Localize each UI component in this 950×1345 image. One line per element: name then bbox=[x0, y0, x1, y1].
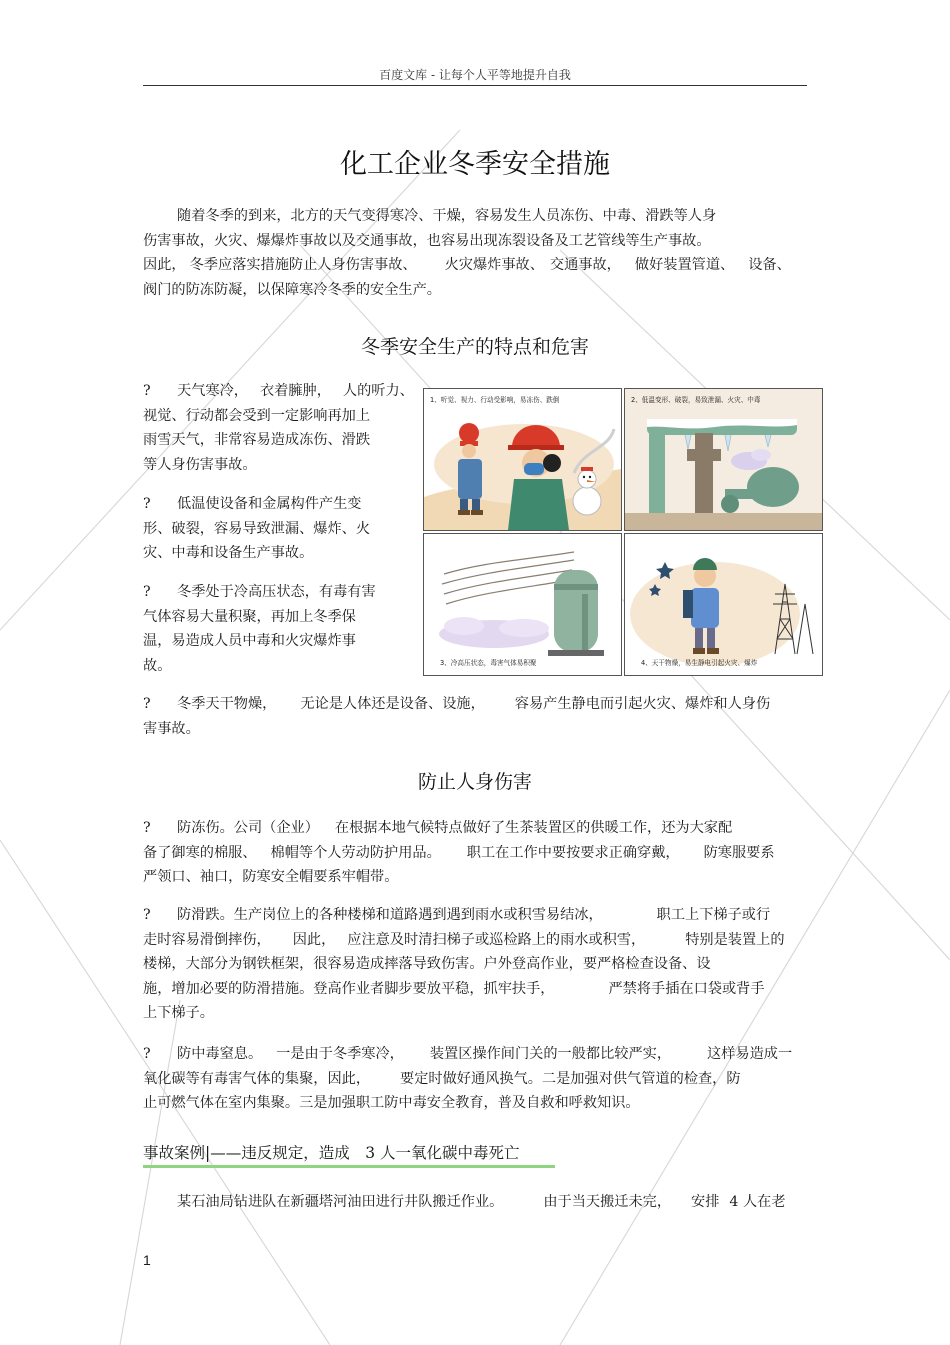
bullet-glyph: ? bbox=[143, 1046, 151, 1062]
bullet-glyph: ? bbox=[143, 820, 151, 836]
intro-line: 随着冬季的到来，北方的天气变得寒冷、干燥，容易发生人员冻伤、中毒、滑跌等人身 bbox=[177, 208, 717, 224]
section-heading-injury-prevention: 防止人身伤害 bbox=[417, 771, 532, 793]
intro-line: 因此， 冬季应落实措施防止人身伤害事故、 火灾爆炸事故、 交通事故， 做好装置管道、 设备、 bbox=[143, 257, 791, 273]
panel-caption: 2、低温变形、破裂，易致泄漏、火灾、中毒 bbox=[631, 396, 761, 404]
illustration-panel bbox=[624, 533, 823, 676]
bullet-item: ? 防中毒窒息。 一是由于冬季寒冷， 装置区操作间门关的一般都比较严实， 这样易造成一 氧化碳等有毒害气体的集聚，因此， 要定时做好通风换气。二是加强对供气管道的检查，防 止可燃气体在室内集聚。三是加强职工防中毒安全教育，普及自救和呼救知识。 bbox=[143, 1042, 813, 1116]
illustration-panel bbox=[423, 533, 622, 676]
header-rule bbox=[143, 85, 807, 86]
panel-caption: 4、天干物燥，易生静电引起火灾、爆炸 bbox=[641, 659, 758, 667]
bullet-glyph: ? bbox=[143, 383, 151, 399]
intro-line: 伤害事故，火灾、爆爆炸事故以及交通事故，也容易出现冻裂设备及工艺管线等生产事故。 bbox=[143, 232, 711, 249]
bullet-item: ? 天气寒冷， 衣着臃肿， 人的听力、 视觉、行动都会受到一定影响再加上 雨雪天气，非常容易造成冻伤、滑跌 等人身伤害事故。 bbox=[143, 379, 408, 477]
page-number: 1 bbox=[143, 1252, 151, 1268]
gas-accumulation-illustration bbox=[424, 534, 621, 675]
bullet-glyph: ? bbox=[143, 696, 151, 712]
illustration-panel bbox=[423, 388, 622, 531]
panel-caption: 3、冷高压状态，毒害气体易积聚 bbox=[440, 659, 537, 667]
bullet-item: ? 低温使设备和金属构件产生变 形、破裂，容易导致泄漏、爆炸、火 灾、中毒和设备生产事故。 bbox=[143, 492, 408, 566]
intro-paragraph bbox=[143, 204, 813, 302]
bullet-item: ? 冬季处于冷高压状态，有毒有害 气体容易大量积聚，再加上冬季保 温，易造成人员中毒和火灾爆炸事 故。 bbox=[143, 580, 408, 678]
frozen-equipment-illustration bbox=[625, 389, 822, 530]
hazard-illustration bbox=[423, 388, 823, 674]
panel-caption: 1、听觉、视力、行动受影响，易冻伤、跌倒 bbox=[430, 396, 560, 404]
static-electricity-illustration bbox=[625, 534, 822, 675]
bullet-item: ? 冬季天干物燥， 无论是人体还是设备、设施， 容易产生静电而引起火灾、爆炸和人身伤 害事故。 bbox=[143, 692, 813, 741]
intro-line: 阀门的防冻防凝，以保障寒冷冬季的安全生产。 bbox=[143, 281, 441, 298]
case-heading: 事故案例|——违反规定，造成 3 人一氧化碳中毒死亡 bbox=[143, 1142, 555, 1168]
bullet-item: ? 防滑跌。生产岗位上的各种楼梯和道路遇到遇到雨水或积雪易结冰， 职工上下梯子或行 走时容易滑倒摔伤， 因此， 应注意及时清扫梯子或巡检路上的雨水或积雪， 特别是装置上的 楼梯，大部分为钢铁框架，很容易造成摔落导致伤害。户外登高作业，要严格检查设备、设 施，增加必要的防滑措施。登高作业者脚步要放平稳，抓牢扶手， 严禁将手插在口袋或背手 上下梯子。 bbox=[143, 903, 813, 1026]
page-header: 百度文库 - 让每个人平等地提升自我 bbox=[379, 68, 571, 82]
section-heading-characteristics: 冬季安全生产的特点和危害 bbox=[360, 336, 589, 358]
bullet-glyph: ? bbox=[143, 496, 151, 512]
illustration-panel bbox=[624, 388, 823, 531]
bullet-glyph: ? bbox=[143, 584, 151, 600]
case-body: 某石油局钻进队在新疆塔河油田进行井队搬迁作业。 由于当天搬迁未完， 安排 4 人在老 bbox=[177, 1194, 786, 1210]
document-title: 化工企业冬季安全措施 bbox=[340, 149, 610, 180]
worker-in-cold-illustration bbox=[424, 389, 621, 530]
bullet-glyph: ? bbox=[143, 907, 151, 923]
bullet-item: ? 防冻伤。公司（企业） 在根据本地气候特点做好了生茶装置区的供暖工作，还为大家配 备了御寒的棉服、 棉帽等个人劳动防护用品。 职工在工作中要按要求正确穿戴， 防寒服要系 严领口、袖口，防寒安全帽要系牢帽带。 bbox=[143, 816, 813, 890]
